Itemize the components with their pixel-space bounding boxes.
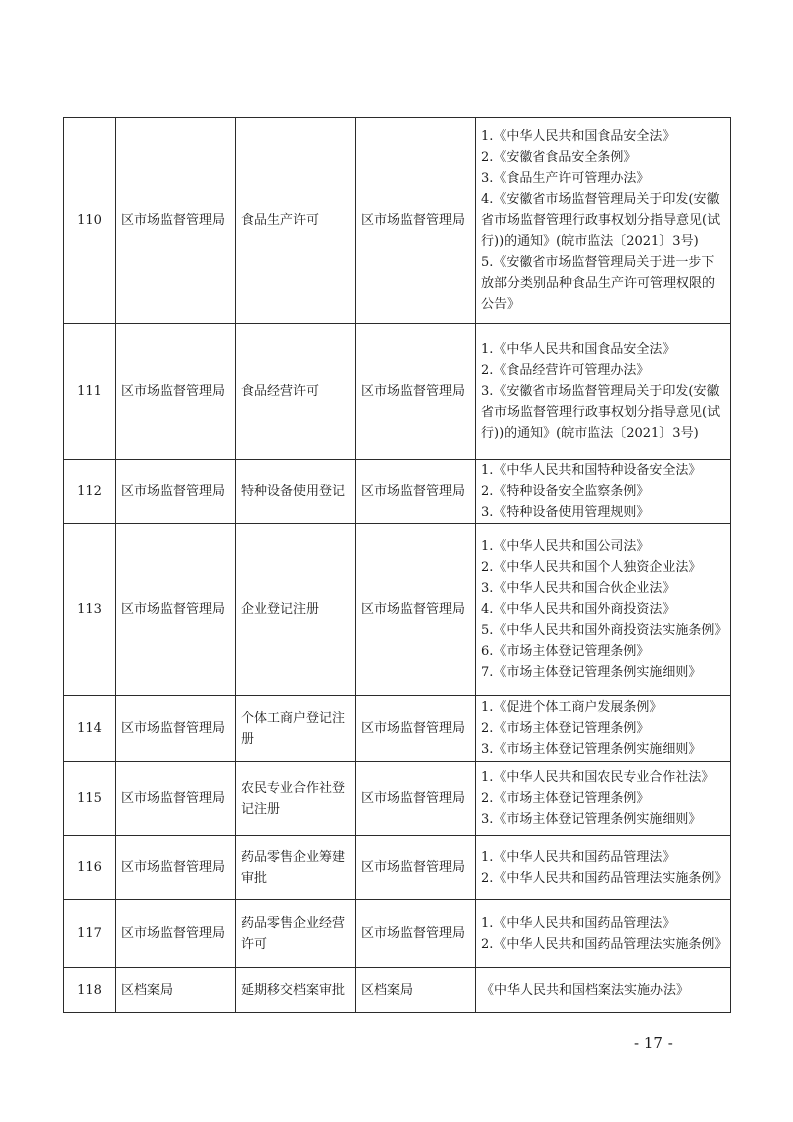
approval-item: 特种设备使用登记 bbox=[236, 460, 356, 524]
row-number: 116 bbox=[64, 836, 116, 900]
approval-item: 食品经营许可 bbox=[236, 324, 356, 460]
legal-basis bbox=[476, 460, 731, 524]
legal-basis-item: 4.《中华人民共和国外商投资法》 bbox=[481, 602, 676, 617]
approval-item: 延期移交档案审批 bbox=[236, 968, 356, 1013]
legal-basis bbox=[476, 900, 731, 968]
table-body bbox=[64, 118, 731, 1013]
legal-basis-item: 3.《市场主体登记管理条例实施细则》 bbox=[481, 742, 702, 757]
row-number: 111 bbox=[64, 324, 116, 460]
legal-basis-item: 2.《市场主体登记管理条例》 bbox=[481, 721, 650, 736]
legal-basis-item: 1.《中华人民共和国农民专业合作社法》 bbox=[481, 770, 715, 785]
implementing-agency: 区市场监督管理局 bbox=[356, 762, 476, 836]
legal-basis-item: 2.《食品经营许可管理办法》 bbox=[481, 363, 650, 378]
items-table bbox=[63, 117, 731, 1013]
legal-basis-item: 1.《中华人民共和国药品管理法》 bbox=[481, 849, 676, 865]
legal-basis-item: 1.《中华人民共和国特种设备安全法》 bbox=[481, 463, 702, 478]
row-number: 114 bbox=[64, 696, 116, 762]
legal-basis-item: 《中华人民共和国档案法实施办法》 bbox=[481, 982, 690, 998]
implementing-agency: 区档案局 bbox=[356, 968, 476, 1013]
implementing-agency: 区市场监督管理局 bbox=[356, 836, 476, 900]
legal-basis-item: 2.《特种设备安全监察条例》 bbox=[481, 484, 650, 499]
legal-basis-item: 2.《中华人民共和国药品管理法实施条例》 bbox=[481, 936, 728, 952]
table-row bbox=[64, 524, 731, 696]
legal-basis bbox=[476, 762, 731, 836]
legal-basis-item: 5.《中华人民共和国外商投资法实施条例》 bbox=[481, 623, 728, 638]
approval-item: 药品零售企业经营许可 bbox=[236, 900, 356, 968]
table-row bbox=[64, 118, 731, 324]
legal-basis-item: 3.《中华人民共和国合伙企业法》 bbox=[481, 581, 676, 596]
department: 区市场监督管理局 bbox=[116, 524, 236, 696]
legal-basis bbox=[476, 524, 731, 696]
approval-item: 药品零售企业筹建审批 bbox=[236, 836, 356, 900]
table-row bbox=[64, 968, 731, 1013]
row-number: 115 bbox=[64, 762, 116, 836]
department: 区市场监督管理局 bbox=[116, 460, 236, 524]
row-number: 117 bbox=[64, 900, 116, 968]
department: 区档案局 bbox=[116, 968, 236, 1013]
legal-basis-item: 5.《安徽省市场监督管理局关于进一步下放部分类别品种食品生产许可管理权限的公告》 bbox=[481, 255, 716, 312]
row-number: 118 bbox=[64, 968, 116, 1013]
legal-basis-item: 3.《特种设备使用管理规则》 bbox=[481, 505, 650, 520]
department: 区市场监督管理局 bbox=[116, 762, 236, 836]
table-row bbox=[64, 324, 731, 460]
legal-basis-item: 2.《中华人民共和国个人独资企业法》 bbox=[481, 560, 702, 575]
department: 区市场监督管理局 bbox=[116, 900, 236, 968]
legal-basis-item: 6.《市场主体登记管理条例》 bbox=[481, 644, 650, 659]
implementing-agency: 区市场监督管理局 bbox=[356, 524, 476, 696]
implementing-agency: 区市场监督管理局 bbox=[356, 900, 476, 968]
implementing-agency: 区市场监督管理局 bbox=[356, 324, 476, 460]
row-number: 113 bbox=[64, 524, 116, 696]
table-row bbox=[64, 696, 731, 762]
table-row bbox=[64, 836, 731, 900]
table-row bbox=[64, 460, 731, 524]
department: 区市场监督管理局 bbox=[116, 324, 236, 460]
legal-basis bbox=[476, 836, 731, 900]
approval-item: 食品生产许可 bbox=[236, 118, 356, 324]
approval-item: 农民专业合作社登记注册 bbox=[236, 762, 356, 836]
department: 区市场监督管理局 bbox=[116, 696, 236, 762]
legal-basis bbox=[476, 968, 731, 1013]
department: 区市场监督管理局 bbox=[116, 836, 236, 900]
legal-basis-item: 7.《市场主体登记管理条例实施细则》 bbox=[481, 665, 702, 680]
row-number: 112 bbox=[64, 460, 116, 524]
approval-item: 个体工商户登记注册 bbox=[236, 696, 356, 762]
table-row bbox=[64, 900, 731, 968]
page-number: - 17 - bbox=[634, 1034, 673, 1052]
legal-basis-item: 1.《中华人民共和国食品安全法》 bbox=[481, 342, 676, 357]
legal-basis-item: 3.《安徽省市场监督管理局关于印发(安徽省市场监督管理行政事权划分指导意见(试行))的通知》(皖市监法〔2021〕3号) bbox=[481, 384, 721, 441]
legal-basis-item: 1.《中华人民共和国药品管理法》 bbox=[481, 915, 676, 931]
legal-basis bbox=[476, 118, 731, 324]
legal-basis-item: 4.《安徽省市场监督管理局关于印发(安徽省市场监督管理行政事权划分指导意见(试行))的通知》(皖市监法〔2021〕3号) bbox=[481, 192, 721, 249]
implementing-agency: 区市场监督管理局 bbox=[356, 696, 476, 762]
legal-basis-item: 3.《市场主体登记管理条例实施细则》 bbox=[481, 812, 702, 827]
legal-basis bbox=[476, 324, 731, 460]
implementing-agency: 区市场监督管理局 bbox=[356, 460, 476, 524]
legal-basis-item: 1.《促进个体工商户发展条例》 bbox=[481, 700, 663, 715]
legal-basis-item: 1.《中华人民共和国公司法》 bbox=[481, 539, 650, 554]
legal-basis-item: 3.《食品生产许可管理办法》 bbox=[481, 171, 650, 186]
legal-basis-item: 1.《中华人民共和国食品安全法》 bbox=[481, 129, 676, 144]
approval-item: 企业登记注册 bbox=[236, 524, 356, 696]
implementing-agency: 区市场监督管理局 bbox=[356, 118, 476, 324]
legal-basis-item: 2.《中华人民共和国药品管理法实施条例》 bbox=[481, 870, 728, 886]
legal-basis-item: 2.《市场主体登记管理条例》 bbox=[481, 791, 650, 806]
legal-basis bbox=[476, 696, 731, 762]
row-number: 110 bbox=[64, 118, 116, 324]
table-row bbox=[64, 762, 731, 836]
department: 区市场监督管理局 bbox=[116, 118, 236, 324]
legal-basis-item: 2.《安徽省食品安全条例》 bbox=[481, 150, 637, 165]
